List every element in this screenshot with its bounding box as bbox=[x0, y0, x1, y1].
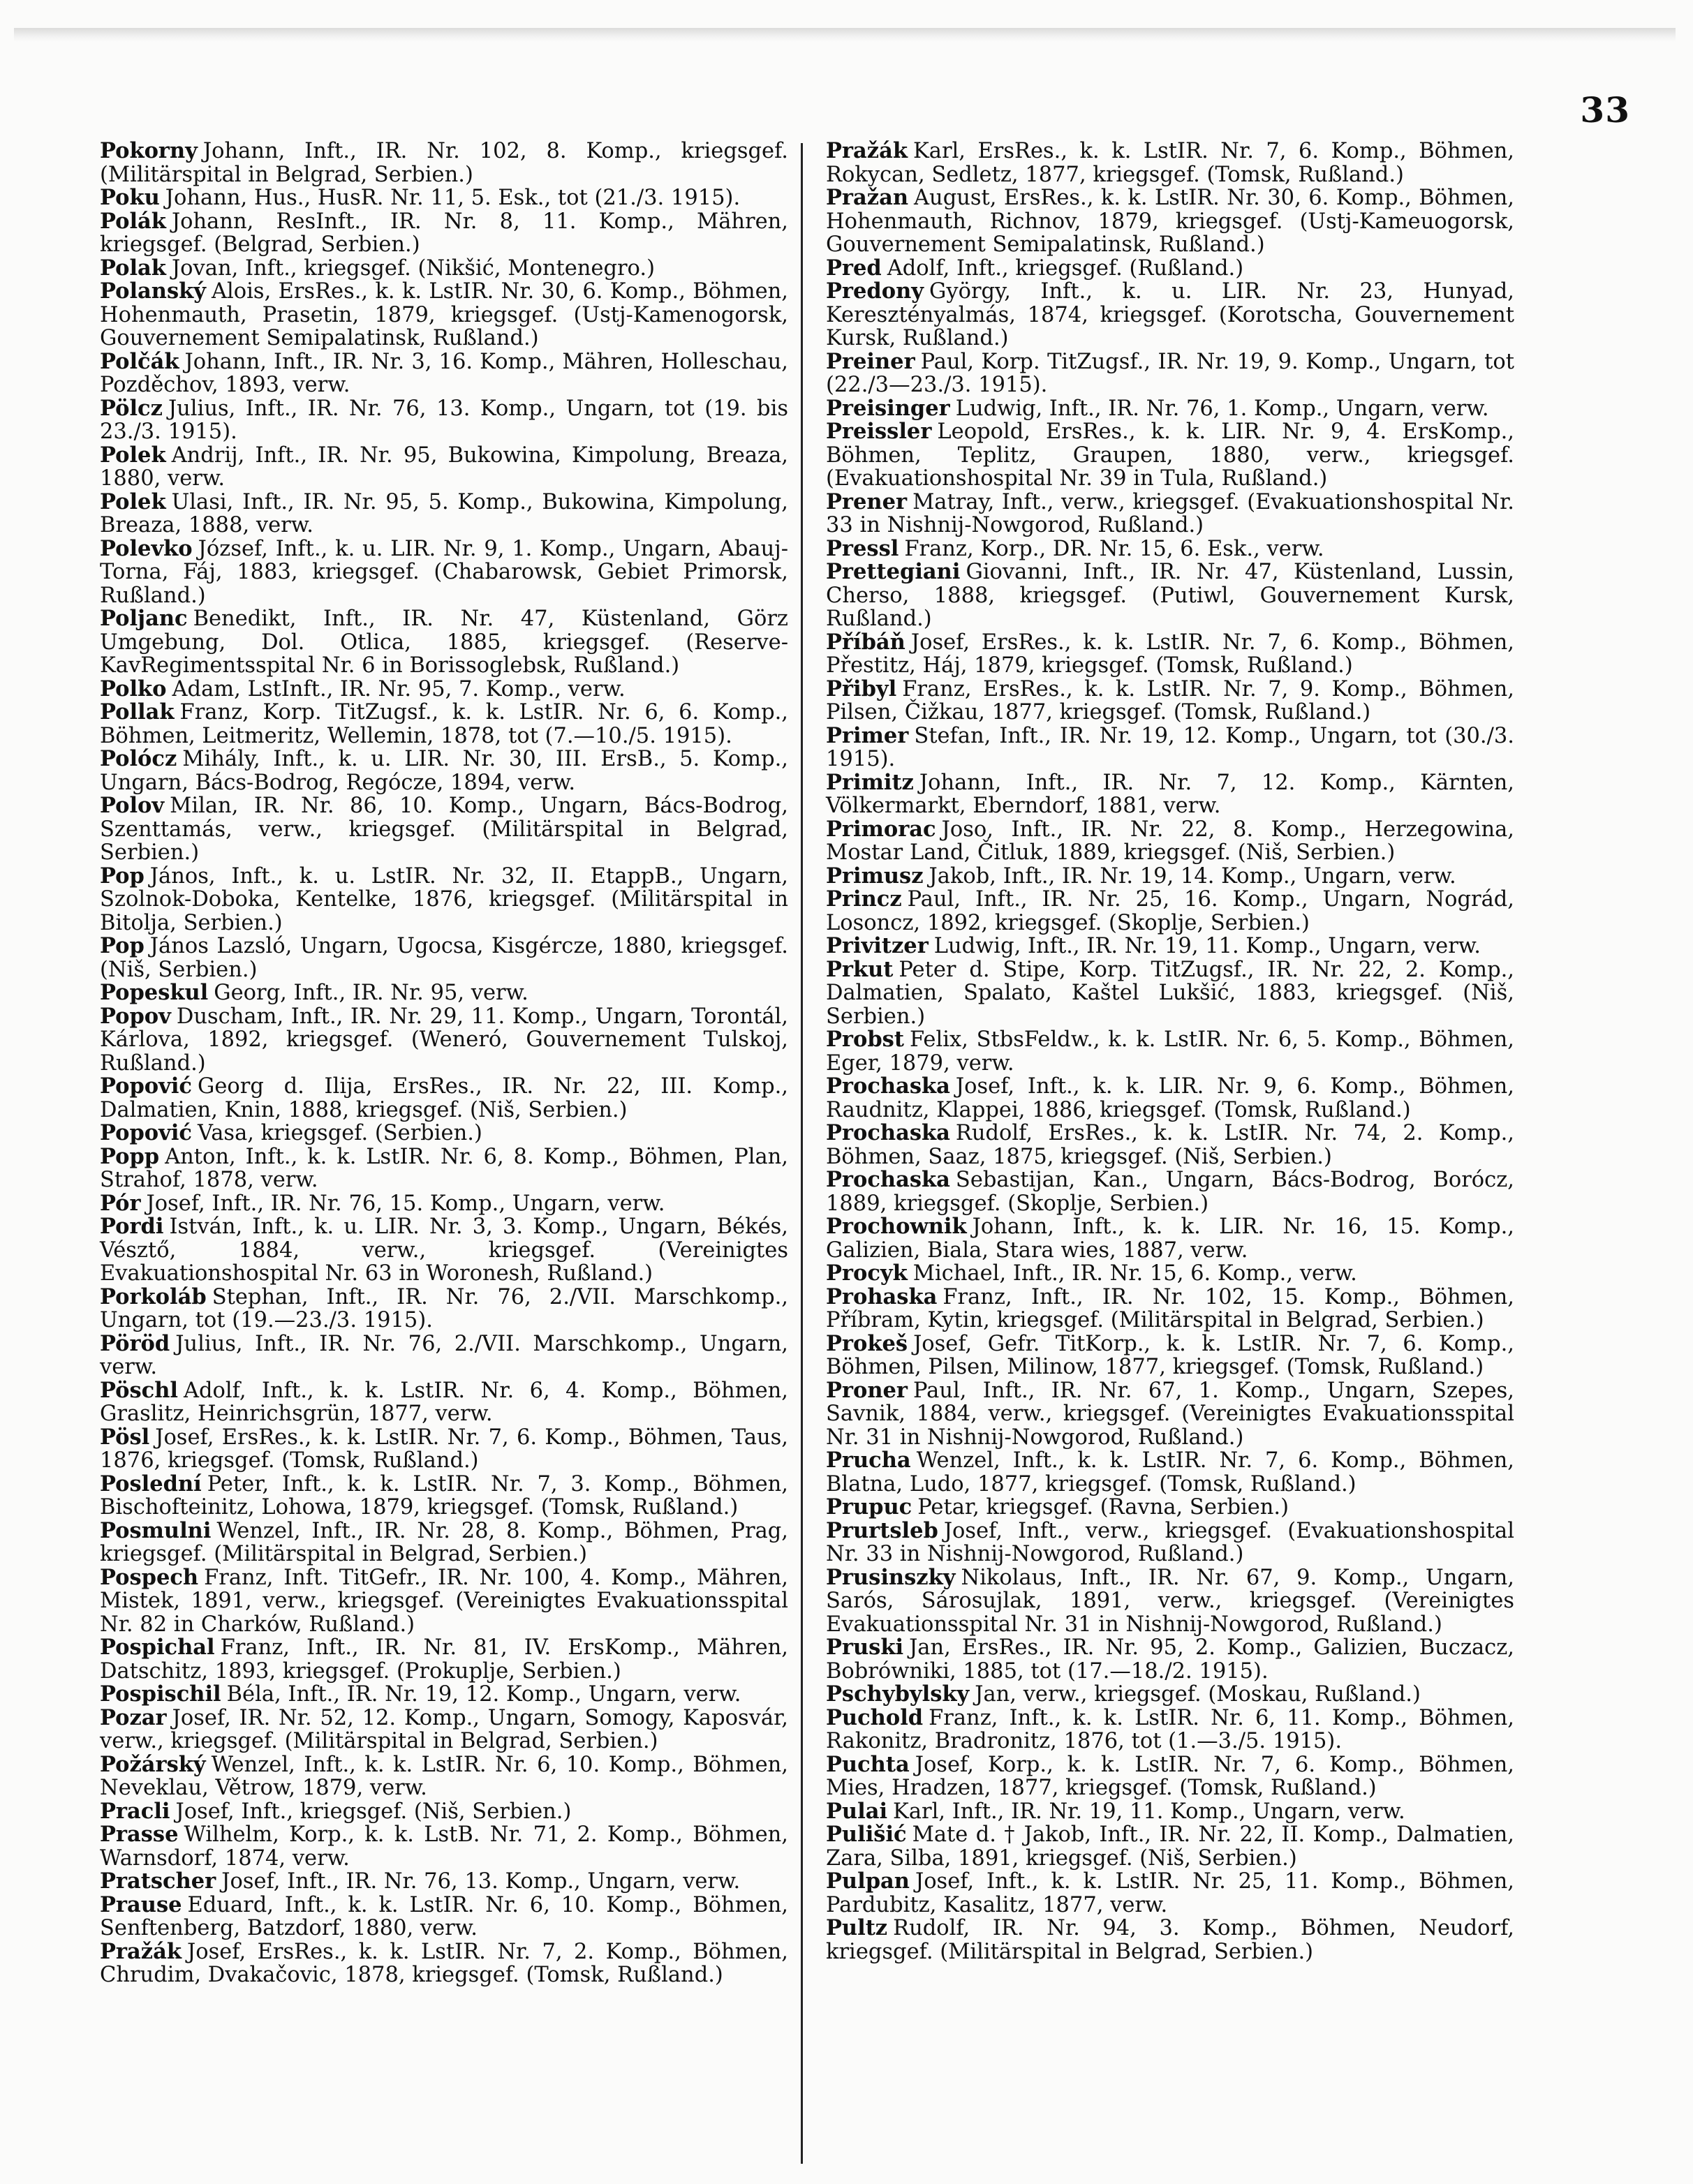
register-entry bbox=[100, 257, 788, 281]
register-entry bbox=[100, 1636, 788, 1683]
entry-surname: Procyk bbox=[826, 1261, 908, 1286]
entry-details: Felix, StbsFeldw., k. k. LstIR. Nr. 6, 5. Komp., Böhmen, Eger, 1879, verw. bbox=[826, 1027, 1514, 1076]
entry-details: Benedikt, Inft., IR. Nr. 47, Küstenland, Görz Umgebung, Dol. Otlica, 1885, kriegsgef. (Reserve-KavRegimentsspital Nr. 6 in Borissoglebsk, Rußland.) bbox=[100, 607, 788, 678]
entry-details: Johann, Inft., IR. Nr. 3, 16. Komp., Mähren, Holleschau, Pozděchov, 1893, verw. bbox=[100, 349, 788, 397]
entry-details: Ludwig, Inft., IR. Nr. 19, 11. Komp., Ungarn, verw. bbox=[933, 934, 1481, 958]
entry-details: Johann, Inft., IR. Nr. 102, 8. Komp., kriegsgef. (Militärspital in Belgrad, Serbien.) bbox=[100, 139, 788, 187]
entry-details: Peter, Inft., k. k. LstIR. Nr. 7, 3. Komp., Böhmen, Bischofteinitz, Lohowa, 1879, kriegsgef. (Tomsk, Rußland.) bbox=[100, 1471, 788, 1520]
entry-details: Josef, Inft., k. k. LstIR. Nr. 25, 11. Komp., Böhmen, Pardubitz, Kasalitz, 1877, verw. bbox=[826, 1869, 1514, 1917]
entry-surname: Pressl bbox=[826, 535, 899, 561]
register-entry bbox=[826, 631, 1514, 678]
entry-details: Rudolf, ErsRes., k. k. LstIR. Nr. 74, 2. Komp., Böhmen, Saaz, 1875, kriegsgef. (Niš, Serbien.) bbox=[826, 1121, 1514, 1169]
register-entry bbox=[100, 678, 788, 701]
entry-surname: Poslední bbox=[100, 1471, 202, 1496]
register-entry bbox=[826, 397, 1514, 421]
register-entry bbox=[826, 1122, 1514, 1168]
entry-details: Josef, ErsRes., k. k. LstIR. Nr. 7, 6. Komp., Böhmen, Taus, 1876, kriegsgef. (Tomsk, Rußland.) bbox=[100, 1425, 788, 1473]
entry-details: Paul, Inft., IR. Nr. 67, 1. Komp., Ungarn, Szepes, Savnik, 1884, verw., kriegsgef. (Vereinigtes Evakuationsspital Nr. 31 in Nishnij-Nowgorod, Rußland.) bbox=[826, 1378, 1514, 1450]
register-entry bbox=[100, 350, 788, 397]
entry-surname: Prurtsleb bbox=[826, 1517, 938, 1543]
entry-details: Matray, Inft., verw., kriegsgef. (Evakuationshospital Nr. 33 in Nishnij-Nowgorod, Rußland.) bbox=[826, 489, 1514, 537]
entry-details: Andrij, Inft., IR. Nr. 95, Bukowina, Kimpolung, Breaza, 1880, verw. bbox=[100, 443, 788, 491]
entry-surname: Polák bbox=[100, 208, 166, 234]
entry-surname: Pop bbox=[100, 863, 145, 889]
register-entry bbox=[100, 1517, 788, 1566]
entry-details: Josef, Inft., k. k. LIR. Nr. 9, 6. Komp., Böhmen, Raudnitz, Klappei, 1886, kriegsgef. (Tomsk, Rußland.) bbox=[826, 1074, 1514, 1122]
entry-surname: Preisinger bbox=[826, 395, 950, 421]
register-entry bbox=[100, 186, 788, 210]
entry-details: György, Inft., k. u. LIR. Nr. 23, Hunyad, Keresztényalmás, 1874, kriegsgef. (Korotscha, Gouvernement Kursk, Rußland.) bbox=[826, 279, 1514, 350]
register-entry bbox=[826, 420, 1514, 491]
entry-details: Mate d. † Jakob, Inft., IR. Nr. 22, II. Komp., Dalmatien, Zara, Silba, 1891, kriegsgef. (Niš, Serbien.) bbox=[826, 1822, 1514, 1871]
entry-surname: Pulišić bbox=[826, 1822, 907, 1847]
entry-details: Vasa, kriegsgef. (Serbien.) bbox=[198, 1121, 482, 1145]
register-entry bbox=[100, 491, 788, 537]
entry-surname: Poku bbox=[100, 185, 160, 210]
entry-details: Georg, Inft., IR. Nr. 95, verw. bbox=[214, 981, 528, 1005]
entry-surname: Přibyl bbox=[826, 676, 897, 701]
entry-surname: Probst bbox=[826, 1027, 904, 1052]
entry-surname: Primorac bbox=[826, 816, 936, 842]
entry-details: Milan, IR. Nr. 86, 10. Komp., Ungarn, Bács-Bodrog, Szenttamás, verw., kriegsgef. (Militärspital in Belgrad, Serbien.) bbox=[100, 794, 788, 865]
register-entry bbox=[826, 1823, 1514, 1870]
register-entry bbox=[826, 1704, 1514, 1753]
entry-surname: Pražák bbox=[100, 1938, 182, 1964]
register-entry bbox=[100, 1704, 788, 1753]
entry-surname: Prener bbox=[826, 489, 908, 514]
entry-surname: Pölcz bbox=[100, 395, 163, 421]
entry-surname: Pred bbox=[826, 255, 882, 281]
register-entry bbox=[100, 865, 788, 935]
register-entry bbox=[826, 1636, 1514, 1683]
entry-surname: Pulai bbox=[826, 1798, 888, 1824]
register-entry bbox=[100, 1215, 788, 1286]
register-entry bbox=[100, 794, 788, 865]
entry-details: Jakob, Inft., IR. Nr. 19, 14. Komp., Ungarn, verw. bbox=[929, 863, 1456, 889]
left-column bbox=[100, 140, 788, 1987]
entry-surname: Polčák bbox=[100, 348, 179, 374]
entry-details: Franz, Inft., k. k. LstIR. Nr. 6, 11. Komp., Böhmen, Rakonitz, Bradronitz, 1876, tot (1.—3./5. 1915). bbox=[826, 1705, 1514, 1753]
register-entry bbox=[826, 560, 1514, 631]
entry-surname: Pösl bbox=[100, 1424, 150, 1450]
register-entry bbox=[100, 981, 788, 1005]
entry-details: Josef, Gefr. TitKorp., k. k. LstIR. Nr. 7, 6. Komp., Böhmen, Pilsen, Milinow, 1877, kriegsgef. (Tomsk, Rußland.) bbox=[826, 1331, 1514, 1379]
register-entry bbox=[100, 1473, 788, 1520]
entry-details: Stefan, Inft., IR. Nr. 19, 12. Komp., Ungarn, tot (30./3. 1915). bbox=[826, 723, 1514, 771]
register-entry bbox=[826, 722, 1514, 771]
entry-surname: Prochaska bbox=[826, 1074, 950, 1099]
entry-surname: Pospischil bbox=[100, 1681, 221, 1707]
entry-details: August, ErsRes., k. k. LstIR. Nr. 30, 6. Komp., Böhmen, Hohenmauth, Richnov, 1879, kriegsgef. (Ustj-Kameuogorsk, Gouvernement Semipalatinsk, Rußland.) bbox=[826, 186, 1514, 257]
entry-surname: Privitzer bbox=[826, 933, 929, 958]
register-entry bbox=[100, 1940, 788, 1987]
entry-surname: Pospech bbox=[100, 1564, 199, 1590]
entry-details: Karl, ErsRes., k. k. LstIR. Nr. 7, 6. Komp., Böhmen, Rokycan, Sedletz, 1877, kriegsgef. (Tomsk, Rußland.) bbox=[826, 139, 1514, 187]
register-entry bbox=[826, 1683, 1514, 1707]
entry-details: János, Inft., k. u. LstIR. Nr. 32, II. EtappB., Ungarn, Szolnok-Doboka, Kentelke, 1876, kriegsgef. (Militärspital in Bitolja, Serbien.) bbox=[100, 863, 788, 935]
entry-surname: Prucha bbox=[826, 1448, 911, 1473]
entry-surname: Pozar bbox=[100, 1704, 167, 1730]
register-entry bbox=[100, 1379, 788, 1426]
entry-details: Paul, Korp. TitZugsf., IR. Nr. 19, 9. Komp., Ungarn, tot (22./3—23./3. 1915). bbox=[826, 349, 1514, 397]
entry-surname: Primusz bbox=[826, 863, 924, 889]
entry-details: Wenzel, Inft., IR. Nr. 28, 8. Komp., Böhmen, Prag, kriegsgef. (Militärspital in Belgrad, Serbien.) bbox=[100, 1518, 788, 1566]
entry-surname: Požárský bbox=[100, 1751, 206, 1777]
register-entry bbox=[826, 1449, 1514, 1496]
entry-details: Josef, ErsRes., k. k. LstIR. Nr. 7, 6. Komp., Böhmen, Přestitz, Háj, 1879, kriegsgef. (Tomsk, Rußland.) bbox=[826, 630, 1514, 678]
entry-surname: Pöschl bbox=[100, 1377, 178, 1403]
entry-surname: Prochaska bbox=[826, 1167, 950, 1192]
register-entry bbox=[826, 1753, 1514, 1800]
register-entry bbox=[100, 1823, 788, 1870]
entry-details: Julius, Inft., IR. Nr. 76, 13. Komp., Ungarn, tot (19. bis 23./3. 1915). bbox=[100, 396, 788, 444]
register-entry bbox=[100, 444, 788, 491]
register-entry bbox=[826, 865, 1514, 889]
register-entry bbox=[826, 1566, 1514, 1637]
register-entry bbox=[826, 1262, 1514, 1286]
entry-details: Jan, ErsRes., IR. Nr. 95, 2. Komp., Galizien, Buczacz, Bobrówniki, 1885, tot (17.—18./2. 1915). bbox=[826, 1635, 1514, 1684]
entry-details: Josef, Korp., k. k. LstIR. Nr. 7, 6. Komp., Böhmen, Mies, Hradzen, 1877, kriegsgef. (Tomsk, Rußland.) bbox=[826, 1752, 1514, 1800]
entry-details: Johann, Inft., k. k. LIR. Nr. 16, 15. Komp., Galizien, Biala, Stara wies, 1887, verw. bbox=[826, 1214, 1514, 1263]
register-entry bbox=[100, 701, 788, 748]
entry-surname: Pospichal bbox=[100, 1635, 215, 1660]
entry-details: Nikolaus, Inft., IR. Nr. 67, 9. Komp., Ungarn, Sarós, Sárosujlak, 1891, verw., kriegsgef. (Vereinigtes Evakuationsspital Nr. 31 in Nishnij-Nowgorod, Rußland.) bbox=[826, 1565, 1514, 1637]
register-entry bbox=[100, 1286, 788, 1332]
entry-surname: Pruski bbox=[826, 1635, 904, 1660]
entry-surname: Prochaska bbox=[826, 1120, 950, 1145]
entry-details: Josef, Inft., IR. Nr. 76, 13. Komp., Ungarn, verw. bbox=[221, 1869, 741, 1894]
register-entry bbox=[100, 210, 788, 257]
entry-surname: Poljanc bbox=[100, 606, 188, 631]
entry-details: Wilhelm, Korp., k. k. LstB. Nr. 71, 2. Komp., Böhmen, Warnsdorf, 1874, verw. bbox=[100, 1822, 788, 1871]
entry-details: Anton, Inft., k. k. LstIR. Nr. 6, 8. Komp., Böhmen, Plan, Strahof, 1878, verw. bbox=[100, 1144, 788, 1192]
entry-details: Georg d. Ilija, ErsRes., IR. Nr. 22, III. Komp., Dalmatien, Knin, 1888, kriegsgef. (Niš, Serbien.) bbox=[100, 1074, 788, 1122]
register-entry bbox=[826, 1870, 1514, 1917]
register-entry bbox=[100, 1870, 788, 1894]
entry-surname: Pultz bbox=[826, 1915, 888, 1940]
entry-surname: Posmulni bbox=[100, 1517, 212, 1543]
entry-details: Johann, Inft., IR. Nr. 7, 12. Komp., Kärnten, Völkermarkt, Eberndorf, 1881, verw. bbox=[826, 770, 1514, 818]
entry-details: Franz, Inft., IR. Nr. 81, IV. ErsKomp., Mähren, Datschitz, 1893, kriegsgef. (Prokuplje, Serbien.) bbox=[100, 1635, 788, 1684]
entry-surname: Polov bbox=[100, 793, 165, 818]
register-entry bbox=[100, 1894, 788, 1940]
entry-details: Eduard, Inft., k. k. LstIR. Nr. 6, 10. Komp., Böhmen, Senftenberg, Batzdorf, 1880, verw. bbox=[100, 1892, 788, 1940]
register-entry bbox=[100, 935, 788, 981]
entry-details: Rudolf, IR. Nr. 94, 3. Komp., Böhmen, Neudorf, kriegsgef. (Militärspital in Belgrad, Serbien.) bbox=[826, 1916, 1514, 1964]
entry-surname: Prkut bbox=[826, 956, 894, 982]
entry-surname: Polak bbox=[100, 255, 166, 281]
register-entry bbox=[826, 537, 1514, 561]
entry-details: Jan, verw., kriegsgef. (Moskau, Rußland.) bbox=[975, 1682, 1421, 1707]
register-entry bbox=[826, 888, 1514, 935]
register-entry bbox=[100, 748, 788, 794]
register-entry bbox=[100, 1753, 788, 1800]
entry-surname: Prupuc bbox=[826, 1494, 912, 1520]
register-entry bbox=[826, 491, 1514, 537]
entry-surname: Polko bbox=[100, 676, 167, 701]
right-column bbox=[826, 140, 1514, 1963]
entry-details: Giovanni, Inft., IR. Nr. 47, Küstenland, Lussin, Cherso, 1888, kriegsgef. (Putiwl, Gouvernement Kursk, Rußland.) bbox=[826, 560, 1514, 631]
entry-surname: Porkoláb bbox=[100, 1284, 207, 1309]
entry-details: István, Inft., k. u. LIR. Nr. 3, 3. Komp., Ungarn, Békés, Vésztő, 1884, verw., kriegsgef. (Vereinigtes Evakuationshospital Nr. 63 in Woronesh, Rußland.) bbox=[100, 1214, 788, 1286]
entry-surname: Prasse bbox=[100, 1822, 179, 1847]
entry-surname: Pordi bbox=[100, 1214, 164, 1239]
entry-details: Wenzel, Inft., k. k. LstIR. Nr. 6, 10. Komp., Böhmen, Neveklau, Větrow, 1879, verw. bbox=[100, 1752, 788, 1800]
entry-surname: Proner bbox=[826, 1377, 908, 1403]
register-entry bbox=[100, 1005, 788, 1076]
entry-details: Béla, Inft., IR. Nr. 19, 12. Komp., Ungarn, verw. bbox=[226, 1682, 741, 1707]
entry-details: Franz, Korp. TitZugsf., k. k. LstIR. Nr. 6, 6. Komp., Böhmen, Leitmeritz, Wellemin, 1878, tot (7.—10./5. 1915). bbox=[100, 700, 788, 748]
entry-details: Adam, LstInft., IR. Nr. 95, 7. Komp., verw. bbox=[172, 676, 626, 701]
entry-details: Josef, Inft., kriegsgef. (Niš, Serbien.) bbox=[175, 1799, 572, 1824]
entry-surname: Predony bbox=[826, 278, 924, 304]
entry-surname: Polevko bbox=[100, 535, 193, 561]
register-entry bbox=[826, 678, 1514, 725]
register-entry bbox=[100, 1122, 788, 1145]
entry-surname: Pokorny bbox=[100, 138, 198, 163]
entry-surname: Pulpan bbox=[826, 1869, 910, 1894]
register-entry bbox=[100, 1566, 788, 1637]
entry-surname: Primer bbox=[826, 722, 909, 748]
entry-details: Leopold, ErsRes., k. k. LIR. Nr. 9, 4. ErsKomp., Böhmen, Teplitz, Graupen, 1880, verw., kriegsgef. (Evakuationshospital Nr. 39 in Tula, Rußland.) bbox=[826, 419, 1514, 491]
register-entry bbox=[100, 280, 788, 350]
register-entry bbox=[826, 280, 1514, 350]
entry-details: Wenzel, Inft., k. k. LstIR. Nr. 7, 6. Komp., Böhmen, Blatna, Ludo, 1877, kriegsgef. (Tomsk, Rußland.) bbox=[826, 1448, 1514, 1496]
entry-surname: Pór bbox=[100, 1190, 141, 1216]
entry-details: Johann, ResInft., IR. Nr. 8, 11. Komp., Mähren, kriegsgef. (Belgrad, Serbien.) bbox=[100, 209, 788, 257]
entry-surname: Preiner bbox=[826, 348, 915, 374]
register-entry bbox=[100, 1192, 788, 1216]
register-entry bbox=[826, 1028, 1514, 1075]
register-entry bbox=[100, 140, 788, 186]
register-entry bbox=[100, 537, 788, 608]
entry-surname: Polek bbox=[100, 489, 166, 514]
entry-details: Peter d. Stipe, Korp. TitZugsf., IR. Nr. 22, 2. Komp., Dalmatien, Spalato, Kaštel Lukšić, 1883, kriegsgef. (Niš, Serbien.) bbox=[826, 957, 1514, 1029]
register-entry bbox=[826, 1215, 1514, 1262]
entry-surname: Popović bbox=[100, 1074, 193, 1099]
entry-surname: Polanský bbox=[100, 278, 207, 304]
entry-details: Franz, Inft., IR. Nr. 102, 15. Komp., Böhmen, Příbram, Kytin, kriegsgef. (Militärspital in Belgrad, Serbien.) bbox=[826, 1284, 1514, 1332]
entry-details: Duscham, Inft., IR. Nr. 29, 11. Komp., Ungarn, Torontál, Kárlova, 1892, kriegsgef. (Weneró, Gouvernement Tulskoj, Rußland.) bbox=[100, 1004, 788, 1076]
register-entry bbox=[826, 1332, 1514, 1379]
entry-surname: Pratscher bbox=[100, 1869, 216, 1894]
register-entry bbox=[826, 1075, 1514, 1122]
entry-details: Josef, Inft., IR. Nr. 76, 15. Komp., Ungarn, verw. bbox=[146, 1191, 665, 1216]
register-entry bbox=[826, 958, 1514, 1029]
entry-details: Jovan, Inft., kriegsgef. (Nikšić, Montenegro.) bbox=[171, 255, 655, 281]
entry-surname: Prettegiani bbox=[826, 559, 961, 584]
register-entry bbox=[100, 1800, 788, 1824]
register-entry bbox=[826, 818, 1514, 865]
register-entry bbox=[100, 1145, 788, 1192]
entry-details: János Lazsló, Ungarn, Ugocsa, Kisgércze, 1880, kriegsgef. (Niš, Serbien.) bbox=[100, 934, 788, 982]
register-entry bbox=[826, 1168, 1514, 1215]
entry-details: Josef, Inft., verw., kriegsgef. (Evakuationshospital Nr. 33 in Nishnij-Nowgorod, Rußland.) bbox=[826, 1518, 1514, 1566]
entry-surname: Pollak bbox=[100, 699, 175, 725]
register-entry bbox=[100, 607, 788, 678]
register-entry bbox=[100, 1683, 788, 1707]
entry-surname: Pražan bbox=[826, 185, 909, 210]
entry-details: Stephan, Inft., IR. Nr. 76, 2./VII. Marschkomp., Ungarn, tot (19.—23./3. 1915). bbox=[100, 1284, 788, 1332]
register-entry bbox=[100, 1426, 788, 1473]
register-entry bbox=[826, 186, 1514, 257]
entry-surname: Princz bbox=[826, 886, 902, 912]
entry-surname: Popović bbox=[100, 1120, 193, 1145]
entry-details: Joso, Inft., IR. Nr. 22, 8. Komp., Herzegowina, Mostar Land, Čitluk, 1889, kriegsgef. (Niš, Serbien.) bbox=[826, 817, 1514, 865]
entry-details: Julius, Inft., IR. Nr. 76, 2./VII. Marschkomp., Ungarn, verw. bbox=[100, 1331, 788, 1379]
entry-surname: Prause bbox=[100, 1892, 182, 1917]
entry-surname: Příbáň bbox=[826, 629, 905, 655]
register-entry bbox=[826, 140, 1514, 186]
entry-surname: Puchold bbox=[826, 1704, 924, 1730]
register-entry bbox=[826, 257, 1514, 281]
entry-details: Alois, ErsRes., k. k. LstIR. Nr. 30, 6. Komp., Böhmen, Hohenmauth, Prasetin, 1879, kriegsgef. (Ustj-Kamenogorsk, Gouvernement Semipalatinsk, Rußland.) bbox=[100, 279, 788, 350]
entry-surname: Prochownik bbox=[826, 1214, 967, 1239]
entry-surname: Pöröd bbox=[100, 1330, 170, 1356]
register-entry bbox=[826, 1517, 1514, 1566]
entry-surname: Pražák bbox=[826, 138, 908, 163]
entry-details: Adolf, Inft., kriegsgef. (Rußland.) bbox=[887, 255, 1244, 281]
entry-details: Petar, kriegsgef. (Ravna, Serbien.) bbox=[917, 1495, 1289, 1520]
entry-details: Franz, ErsRes., k. k. LstIR. Nr. 7, 9. Komp., Böhmen, Pilsen, Čižkau, 1877, kriegsgef. (Tomsk, Rußland.) bbox=[826, 676, 1514, 725]
register-entry bbox=[100, 1075, 788, 1122]
entry-details: Paul, Inft., IR. Nr. 25, 16. Komp., Ungarn, Nográd, Losoncz, 1892, kriegsgef. (Skoplje, Serbien.) bbox=[826, 887, 1514, 935]
register-entry bbox=[826, 1286, 1514, 1332]
register-entry bbox=[826, 771, 1514, 818]
column-divider bbox=[801, 143, 803, 2164]
entry-details: Mihály, Inft., k. u. LIR. Nr. 30, III. ErsB., 5. Komp., Ungarn, Bács-Bodrog, Regócze, 1894, verw. bbox=[100, 747, 788, 795]
register-entry bbox=[100, 397, 788, 444]
register-entry bbox=[826, 1917, 1514, 1963]
entry-details: Ulasi, Inft., IR. Nr. 95, 5. Komp., Bukowina, Kimpolung, Breaza, 1888, verw. bbox=[100, 489, 788, 537]
page-number: 33 bbox=[1580, 89, 1630, 131]
entry-details: Ludwig, Inft., IR. Nr. 76, 1. Komp., Ungarn, verw. bbox=[955, 396, 1489, 421]
entry-details: Franz, Korp., DR. Nr. 15, 6. Esk., verw. bbox=[904, 536, 1324, 561]
entry-surname: Prusinszky bbox=[826, 1564, 956, 1590]
entry-surname: Puchta bbox=[826, 1751, 910, 1777]
register-entry bbox=[826, 1800, 1514, 1824]
register-entry bbox=[826, 1379, 1514, 1450]
register-entry bbox=[826, 935, 1514, 958]
entry-surname: Polek bbox=[100, 442, 166, 468]
entry-surname: Popov bbox=[100, 1003, 171, 1029]
entry-surname: Pracli bbox=[100, 1798, 170, 1824]
entry-details: József, Inft., k. u. LIR. Nr. 9, 1. Komp., Ungarn, Abauj-Torna, Fáj, 1883, kriegsgef. (Chabarowsk, Gebiet Primorsk, Rußland.) bbox=[100, 536, 788, 608]
entry-surname: Prohaska bbox=[826, 1284, 938, 1309]
page-top-shadow bbox=[14, 28, 1676, 42]
register-entry bbox=[100, 1332, 788, 1379]
entry-surname: Prokeš bbox=[826, 1330, 908, 1356]
entry-details: Josef, IR. Nr. 52, 12. Komp., Ungarn, Somogy, Kaposvár, verw., kriegsgef. (Militärspital in Belgrad, Serbien.) bbox=[100, 1705, 788, 1753]
register-entry bbox=[826, 1496, 1514, 1520]
entry-details: Johann, Hus., HusR. Nr. 11, 5. Esk., tot (21./3. 1915). bbox=[165, 186, 741, 210]
entry-surname: Preissler bbox=[826, 419, 932, 444]
entry-details: Josef, ErsRes., k. k. LstIR. Nr. 7, 2. Komp., Böhmen, Chrudim, Dvakačovic, 1878, kriegsgef. (Tomsk, Rußland.) bbox=[100, 1939, 788, 1987]
entry-surname: Pop bbox=[100, 933, 145, 958]
entry-surname: Polócz bbox=[100, 746, 177, 771]
entry-details: Franz, Inft. TitGefr., IR. Nr. 100, 4. Komp., Mähren, Mistek, 1891, verw., kriegsgef. (Vereinigtes Evakuationsspital Nr. 82 in Charków, Rußland.) bbox=[100, 1565, 788, 1637]
entry-details: Michael, Inft., IR. Nr. 15, 6. Komp., verw. bbox=[912, 1261, 1357, 1286]
entry-surname: Popeskul bbox=[100, 980, 209, 1005]
entry-details: Karl, Inft., IR. Nr. 19, 11. Komp., Ungarn, verw. bbox=[893, 1799, 1405, 1824]
entry-details: Adolf, Inft., k. k. LstIR. Nr. 6, 4. Komp., Böhmen, Graslitz, Heinrichsgrün, 1877, verw. bbox=[100, 1378, 788, 1426]
entry-surname: Popp bbox=[100, 1143, 160, 1169]
entry-details: Sebastijan, Kan., Ungarn, Bács-Bodrog, Borócz, 1889, kriegsgef. (Skoplje, Serbien.) bbox=[826, 1168, 1514, 1216]
register-entry bbox=[826, 350, 1514, 397]
entry-surname: Pschybylsky bbox=[826, 1681, 970, 1707]
entry-surname: Primitz bbox=[826, 769, 914, 795]
